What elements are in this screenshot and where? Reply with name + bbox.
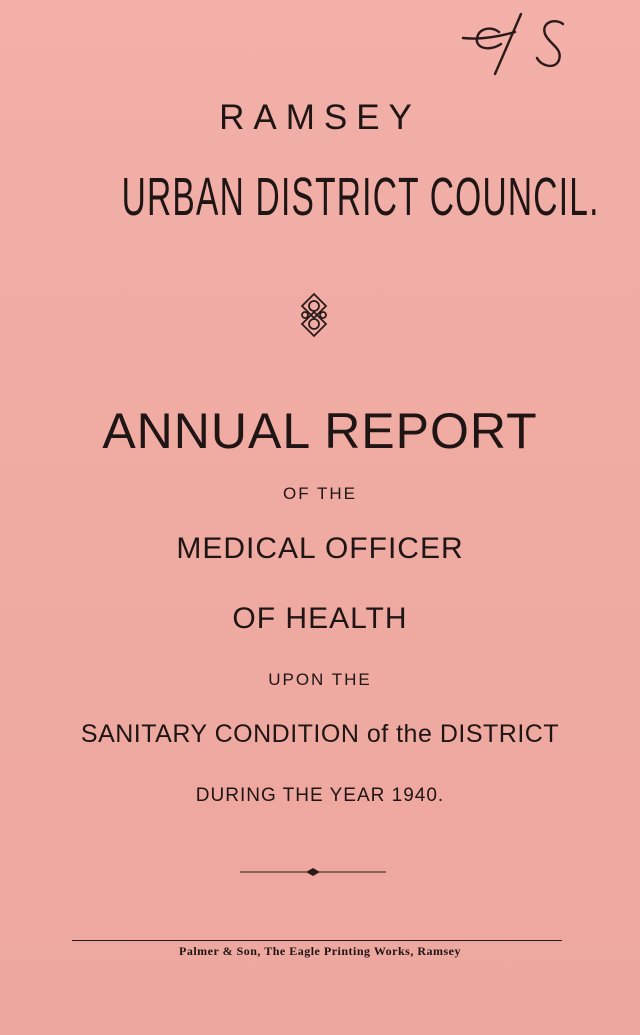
printer-imprint: Palmer & Son, The Eagle Printing Works, Ramsey bbox=[178, 944, 461, 958]
diamond-rule-icon bbox=[240, 866, 386, 878]
council-name: URBAN DISTRICT COUNCIL. bbox=[121, 167, 600, 227]
footer-rule bbox=[72, 940, 562, 941]
title-connector-of-the: OF THE bbox=[282, 484, 358, 503]
celtic-knot-icon bbox=[296, 292, 332, 338]
title-of-health: OF HEALTH bbox=[232, 602, 408, 635]
report-title: ANNUAL REPORT bbox=[102, 403, 538, 459]
title-connector-upon-the: UPON THE bbox=[268, 670, 372, 689]
handwritten-note-6s bbox=[455, 8, 575, 78]
town-name: RAMSEY bbox=[219, 98, 421, 137]
title-medical-officer: MEDICAL OFFICER bbox=[176, 532, 464, 565]
title-sanitary-condition: SANITARY CONDITION of the DISTRICT bbox=[80, 720, 560, 748]
report-year: DURING THE YEAR 1940. bbox=[195, 785, 445, 806]
